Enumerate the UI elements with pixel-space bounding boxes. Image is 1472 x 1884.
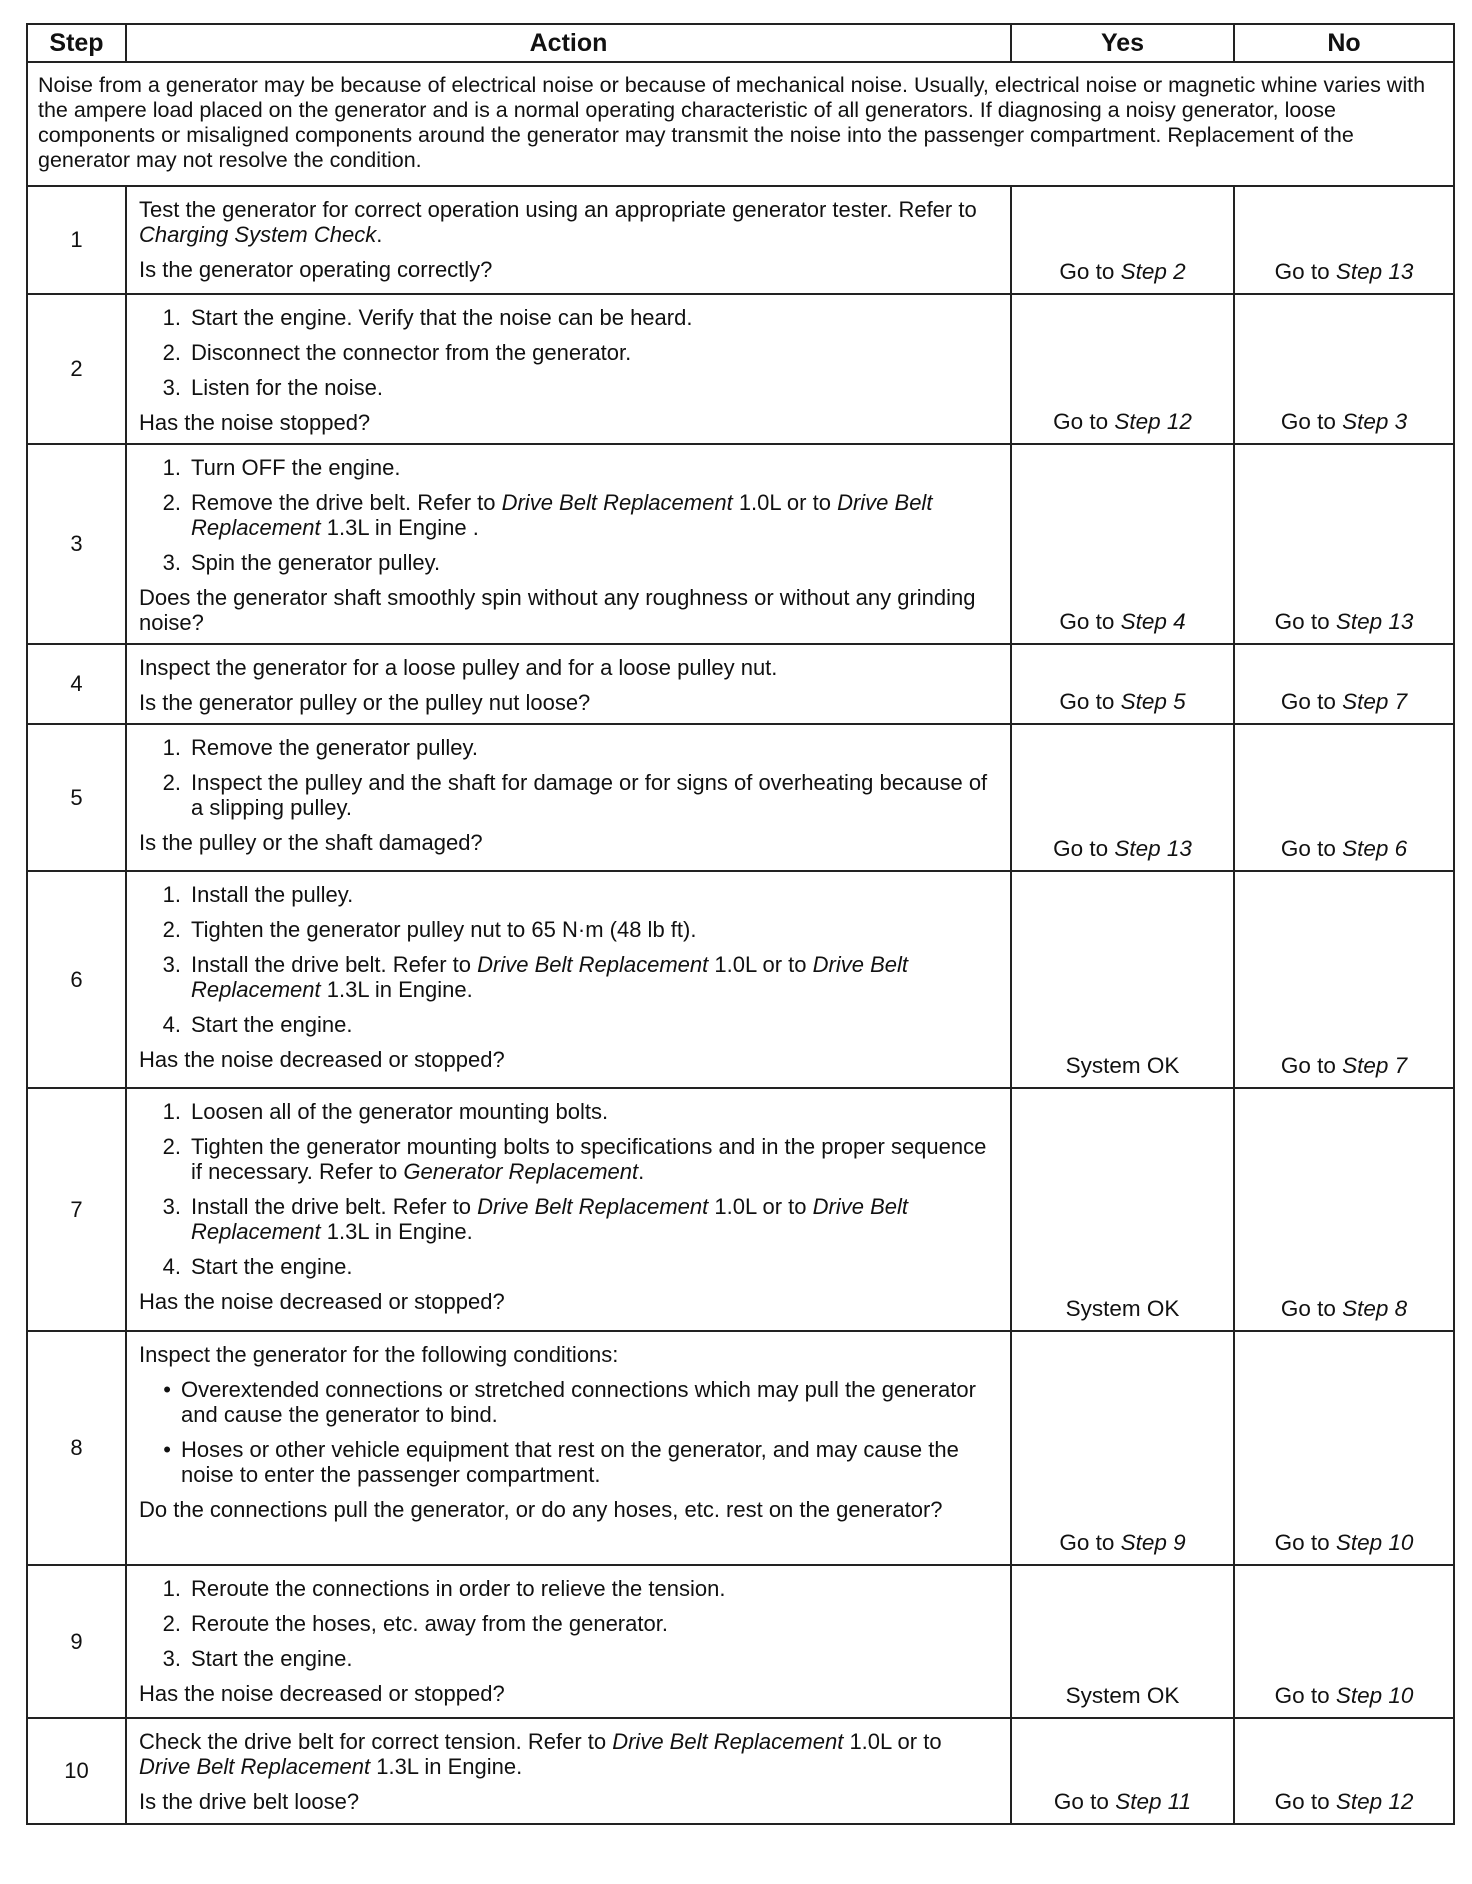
header-row <box>27 24 1454 62</box>
yes-result: System OK <box>1011 871 1234 1088</box>
step-question: Has the noise stopped? <box>139 410 371 435</box>
yes-result: Go to Step 13 <box>1011 724 1234 871</box>
list-item: 4. Start the engine. <box>162 1254 353 1279</box>
yes-result: Go to Step 9 <box>1011 1331 1234 1565</box>
yes-result: System OK <box>1011 1088 1234 1331</box>
reference-link: Drive Belt Replacement <box>139 1754 371 1779</box>
reference-link: Drive Belt Replacement <box>191 952 908 1002</box>
step-number: 4 <box>27 644 126 724</box>
table-row <box>27 1718 1454 1824</box>
step-items <box>139 455 998 575</box>
table-row <box>27 1088 1454 1331</box>
no-result: Go to Step 7 <box>1234 871 1454 1088</box>
step-number: 5 <box>27 724 126 871</box>
yes-result: Go to Step 11 <box>1011 1718 1234 1824</box>
step-action <box>126 644 1011 724</box>
step-action <box>126 186 1011 294</box>
step-action <box>126 724 1011 871</box>
reference-link: Charging System Check <box>139 222 377 247</box>
step-question: Do the connections pull the generator, or do any hoses, etc. rest on the generator? <box>139 1497 943 1522</box>
list-item: 3. Install the drive belt. Refer to Drive Belt Replacement 1.0L or to Drive Belt Replacement 1.3L in Engine. <box>162 1194 908 1244</box>
list-item: 3. Listen for the noise. <box>162 375 384 400</box>
step-action <box>126 1565 1011 1718</box>
step-number: 7 <box>27 1088 126 1331</box>
step-question: Has the noise decreased or stopped? <box>139 1681 505 1706</box>
table-row <box>27 186 1454 294</box>
list-item: 2. Tighten the generator mounting bolts to specifications and in the proper sequence if necessary. Refer to Generator Replacement. <box>162 1134 987 1184</box>
list-item: 1. Loosen all of the generator mounting bolts. <box>162 1099 609 1124</box>
step-instruction: Inspect the generator for the following conditions: <box>139 1342 619 1367</box>
reference-link: Drive Belt Replacement <box>191 1194 908 1244</box>
step-instruction: Check the drive belt for correct tension. Refer to Drive Belt Replacement 1.0L or to Drive Belt Replacement 1.3L in Engine. <box>139 1729 942 1779</box>
no-result: Go to Step 13 <box>1234 186 1454 294</box>
yes-result: System OK <box>1011 1565 1234 1718</box>
step-action <box>126 871 1011 1088</box>
reference-link: Drive Belt Replacement <box>191 490 933 540</box>
step-action <box>126 444 1011 644</box>
step-number: 3 <box>27 444 126 644</box>
step-action <box>126 1088 1011 1331</box>
list-item: 1. Reroute the connections in order to relieve the tension. <box>162 1576 726 1601</box>
list-item: 2. Remove the drive belt. Refer to Drive Belt Replacement 1.0L or to Drive Belt Replacement 1.3L in Engine . <box>162 490 933 540</box>
header-no: No <box>1234 24 1454 62</box>
reference-link: Drive Belt Replacement <box>477 1194 709 1219</box>
yes-result: Go to Step 12 <box>1011 294 1234 444</box>
list-item: • Overextended connections or stretched connections which may pull the generator and cause the generator to bind. <box>163 1377 976 1427</box>
step-number: 10 <box>27 1718 126 1824</box>
table-row <box>27 1565 1454 1718</box>
no-result: Go to Step 6 <box>1234 724 1454 871</box>
step-number: 2 <box>27 294 126 444</box>
step-items <box>139 1576 998 1671</box>
step-question: Is the drive belt loose? <box>139 1789 360 1814</box>
step-question: Has the noise decreased or stopped? <box>139 1047 505 1072</box>
step-number: 9 <box>27 1565 126 1718</box>
table-row <box>27 871 1454 1088</box>
list-item: 1. Turn OFF the engine. <box>162 455 401 480</box>
step-items <box>139 305 998 400</box>
yes-result: Go to Step 5 <box>1011 644 1234 724</box>
yes-result: Go to Step 4 <box>1011 444 1234 644</box>
step-instruction: Inspect the generator for a loose pulley and for a loose pulley nut. <box>139 655 778 680</box>
reference-link: Drive Belt Replacement <box>501 490 733 515</box>
step-number: 1 <box>27 186 126 294</box>
header-step: Step <box>27 24 126 62</box>
no-result: Go to Step 10 <box>1234 1331 1454 1565</box>
table-row <box>27 1331 1454 1565</box>
reference-link: Drive Belt Replacement <box>612 1729 844 1754</box>
table-row <box>27 644 1454 724</box>
step-items <box>139 735 998 820</box>
list-item: 2. Inspect the pulley and the shaft for damage or for signs of overheating because of a slipping pulley. <box>162 770 988 820</box>
table-row <box>27 724 1454 871</box>
step-question: Has the noise decreased or stopped? <box>139 1289 505 1314</box>
list-item: 1. Remove the generator pulley. <box>162 735 478 760</box>
list-item: 2. Disconnect the connector from the generator. <box>162 340 632 365</box>
list-item: 3. Start the engine. <box>162 1646 353 1671</box>
list-item: 2. Tighten the generator pulley nut to 65 N·m (48 lb ft). <box>162 917 697 942</box>
step-question: Does the generator shaft smoothly spin without any roughness or without any grinding noise? <box>139 585 976 635</box>
step-question: Is the generator operating correctly? <box>139 257 493 282</box>
list-item: 4. Start the engine. <box>162 1012 353 1037</box>
step-items <box>139 882 998 1037</box>
step-items <box>139 1099 998 1279</box>
step-action <box>126 1718 1011 1824</box>
condition-list <box>139 1377 998 1487</box>
step-action <box>126 294 1011 444</box>
step-action <box>126 1331 1011 1565</box>
list-item: 2. Reroute the hoses, etc. away from the generator. <box>162 1611 668 1636</box>
no-result: Go to Step 13 <box>1234 444 1454 644</box>
list-item: 1. Start the engine. Verify that the noise can be heard. <box>162 305 693 330</box>
table-row <box>27 444 1454 644</box>
no-result: Go to Step 12 <box>1234 1718 1454 1824</box>
diagnostic-table <box>26 23 1455 1825</box>
table-row <box>27 294 1454 444</box>
reference-link: Generator Replacement <box>403 1159 639 1184</box>
no-result: Go to Step 10 <box>1234 1565 1454 1718</box>
list-item: 1. Install the pulley. <box>162 882 354 907</box>
list-item: 3. Spin the generator pulley. <box>162 550 441 575</box>
intro-text: Noise from a generator may be because of electrical noise or because of mechanical noise. Usually, electrical noise or magnetic whine varies with the ampere load placed on the generator and is a normal operating characteristic of all generators. If diagnosing a noisy generator, loose components or misaligned components around the generator may transmit the noise into the passenger compartment. Replacement of the generator may not resolve the condition. <box>27 62 1454 186</box>
list-item: • Hoses or other vehicle equipment that rest on the generator, and may cause the noise to enter the passenger compartment. <box>163 1437 959 1487</box>
no-result: Go to Step 7 <box>1234 644 1454 724</box>
header-action: Action <box>126 24 1011 62</box>
header-yes: Yes <box>1011 24 1234 62</box>
reference-link: Drive Belt Replacement <box>477 952 709 977</box>
no-result: Go to Step 3 <box>1234 294 1454 444</box>
step-number: 8 <box>27 1331 126 1565</box>
intro-row <box>27 62 1454 186</box>
no-result: Go to Step 8 <box>1234 1088 1454 1331</box>
yes-result: Go to Step 2 <box>1011 186 1234 294</box>
step-instruction: Test the generator for correct operation using an appropriate generator tester. Refer to Charging System Check. <box>139 197 977 247</box>
step-question: Is the generator pulley or the pulley nut loose? <box>139 690 591 715</box>
step-number: 6 <box>27 871 126 1088</box>
list-item: 3. Install the drive belt. Refer to Drive Belt Replacement 1.0L or to Drive Belt Replacement 1.3L in Engine. <box>162 952 908 1002</box>
step-question: Is the pulley or the shaft damaged? <box>139 830 483 855</box>
